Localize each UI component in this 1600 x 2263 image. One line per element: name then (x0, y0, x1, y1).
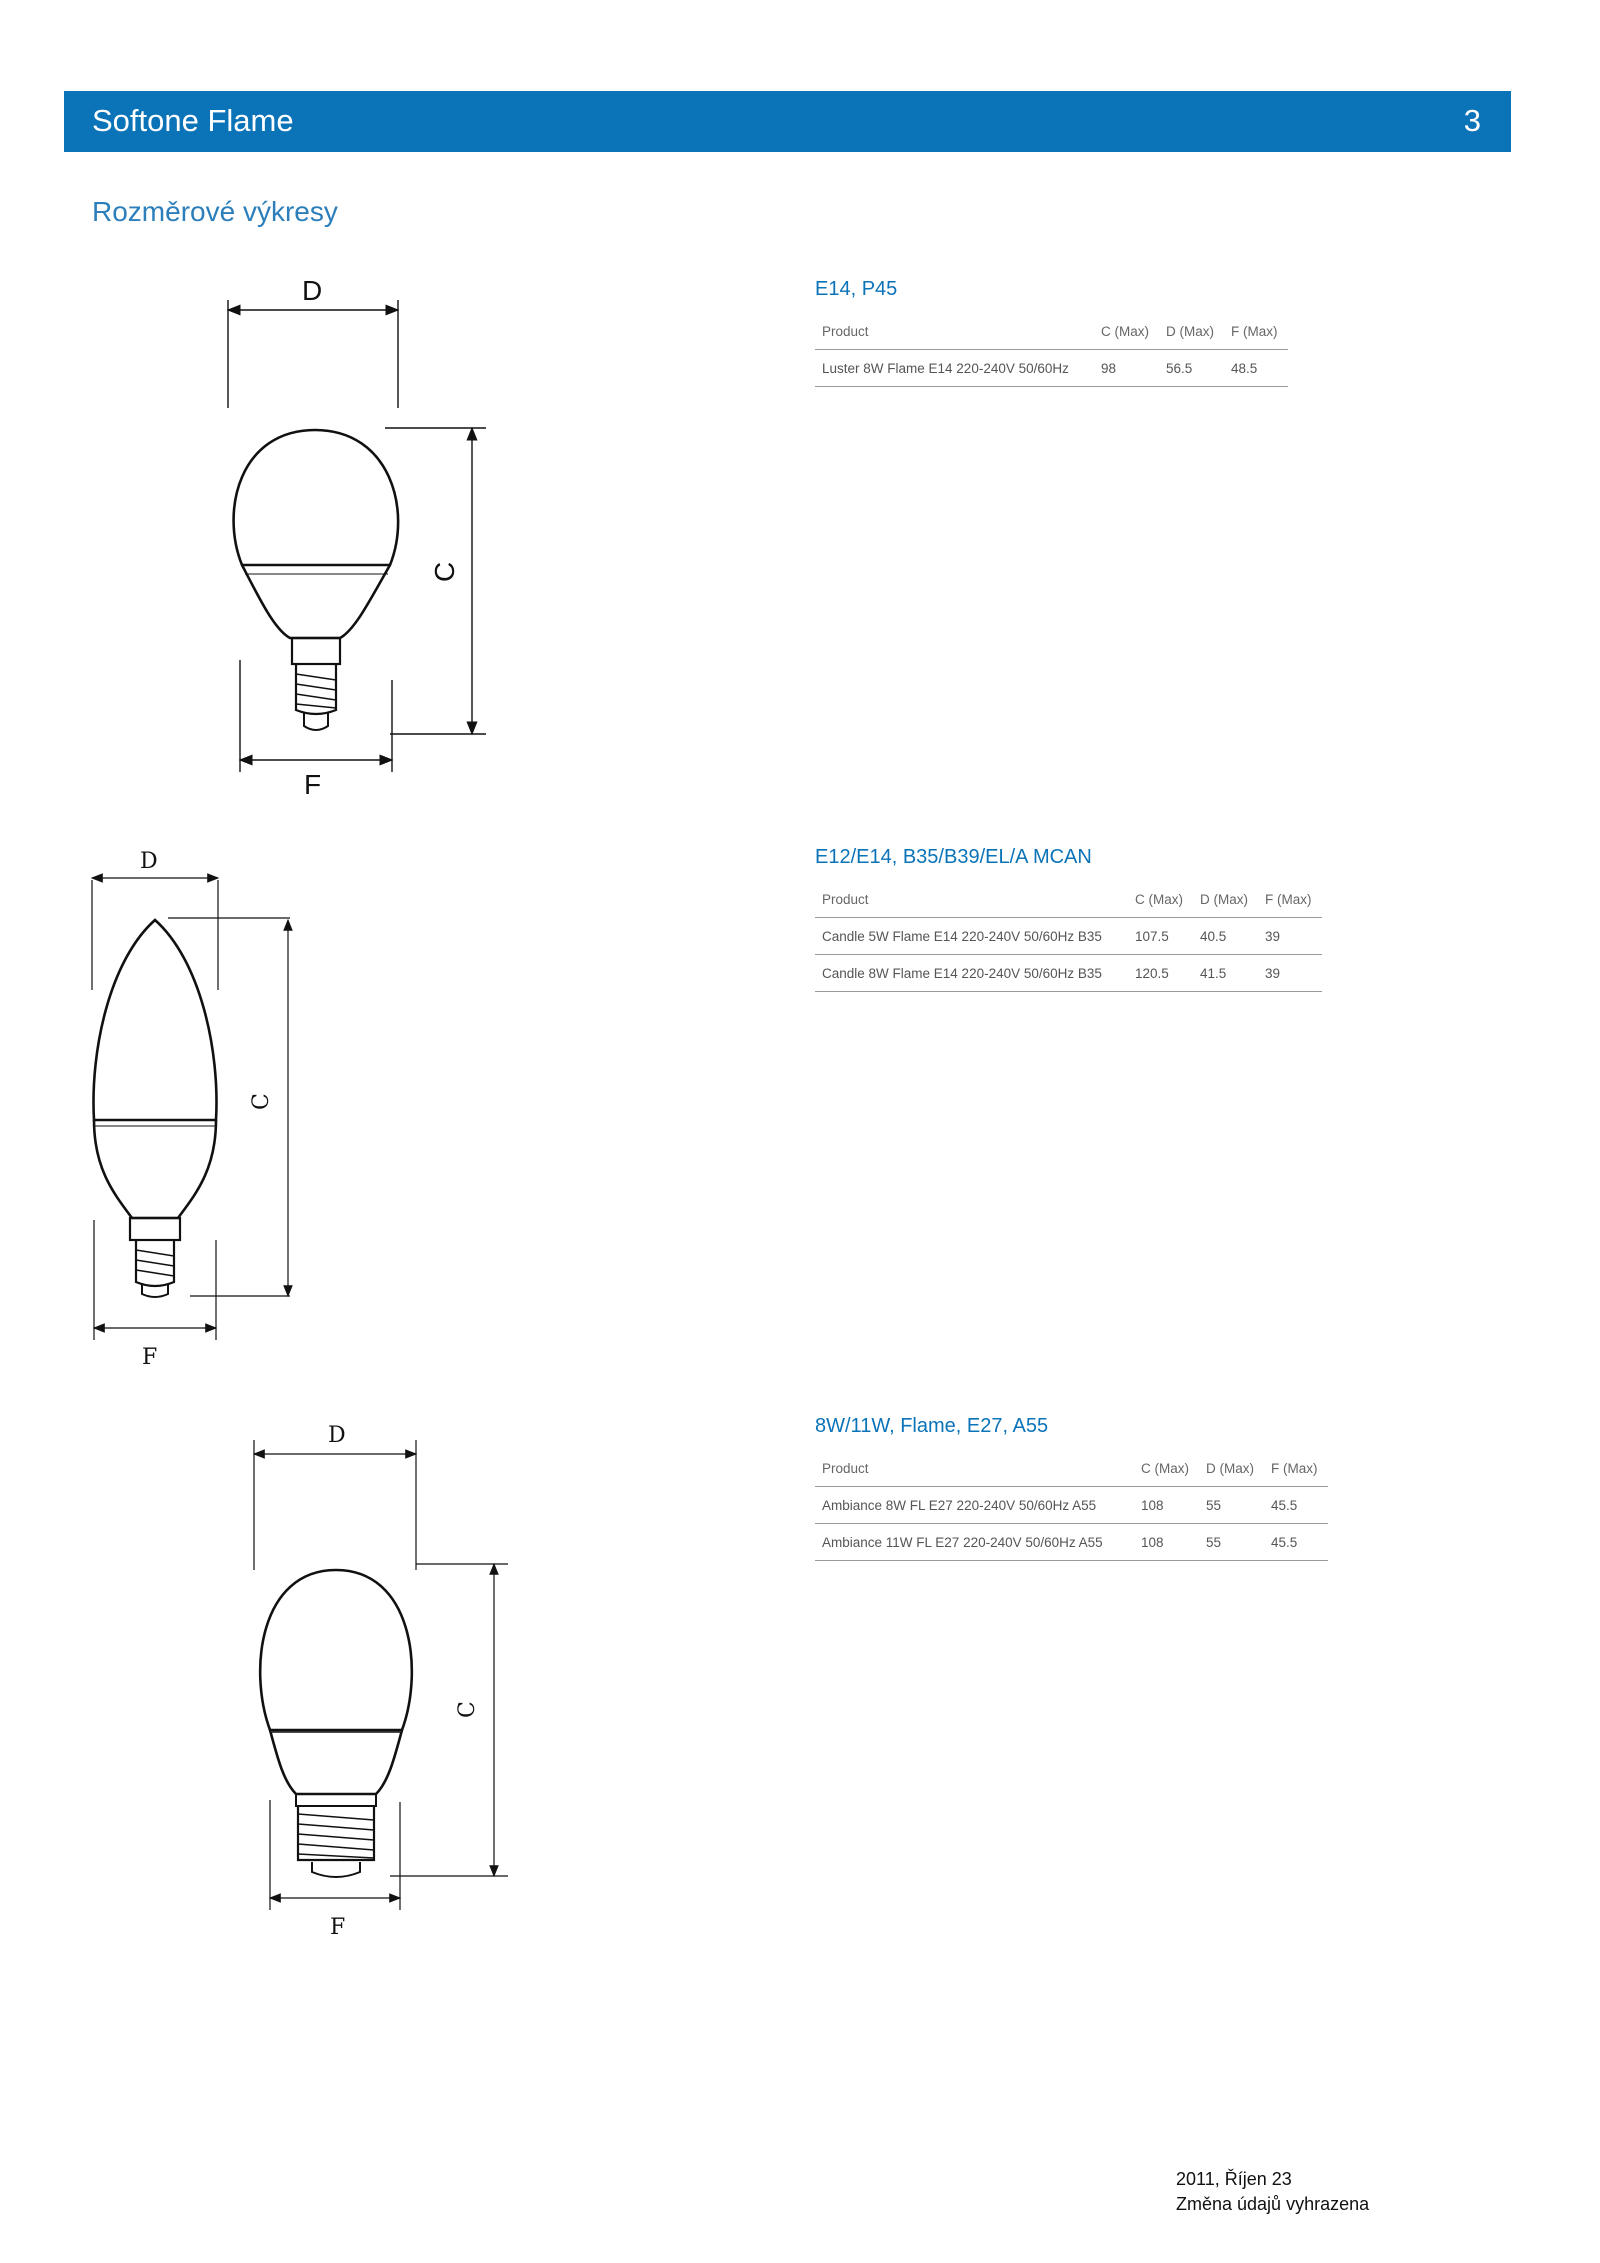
table-header-row (815, 1450, 1328, 1487)
dimension-label-c: C (455, 1701, 480, 1718)
table-cell: 120.5 (1128, 955, 1193, 992)
product-table-e14-p45 (815, 278, 1288, 387)
table-cell: Ambiance 11W FL E27 220-240V 50/60Hz A55 (815, 1524, 1134, 1561)
table-cell: 45.5 (1264, 1524, 1328, 1561)
product-table-a55 (815, 1415, 1328, 1561)
dimension-label-f: F (304, 769, 322, 800)
footer (1176, 2167, 1369, 2217)
table-cell: Candle 8W Flame E14 220-240V 50/60Hz B35 (815, 955, 1128, 992)
dimension-label-d: D (140, 849, 158, 874)
table-cell: 55 (1199, 1524, 1264, 1561)
column-header: F (Max) (1264, 1450, 1328, 1487)
table-cell: 40.5 (1193, 918, 1258, 955)
table-cell: 107.5 (1128, 918, 1193, 955)
column-header: C (Max) (1128, 881, 1193, 918)
column-header: D (Max) (1199, 1450, 1264, 1487)
table-row (815, 1524, 1328, 1561)
column-header: F (Max) (1258, 881, 1322, 918)
column-header: Product (815, 1450, 1134, 1487)
dimension-label-c: C (249, 1093, 274, 1110)
table-row (815, 350, 1288, 387)
table-row (815, 918, 1322, 955)
product-table-title: E12/E14, B35/B39/EL/A MCAN (815, 846, 1092, 868)
spec-table (815, 1450, 1328, 1561)
table-row (815, 1487, 1328, 1524)
table-cell: 108 (1134, 1487, 1199, 1524)
footer-note: Změna údajů vyhrazena (1176, 2194, 1370, 2214)
document-title: Softone Flame (92, 103, 294, 138)
table-row (815, 955, 1322, 992)
table-cell: 56.5 (1159, 350, 1224, 387)
table-cell: 39 (1258, 918, 1322, 955)
dimension-drawing-b35 (80, 840, 320, 1380)
table-cell: Luster 8W Flame E14 220-240V 50/60Hz (815, 350, 1094, 387)
table-header-row (815, 881, 1322, 918)
dimension-drawing-a55 (240, 1410, 540, 1950)
table-cell: 98 (1094, 350, 1159, 387)
column-header: C (Max) (1134, 1450, 1199, 1487)
column-header: D (Max) (1159, 313, 1224, 350)
table-cell: Ambiance 8W FL E27 220-240V 50/60Hz A55 (815, 1487, 1134, 1524)
dimension-drawing-p45 (200, 260, 520, 820)
product-table-title: E14, P45 (815, 278, 898, 300)
table-cell: 39 (1258, 955, 1322, 992)
header-bar (64, 91, 1511, 152)
product-table-b35 (815, 846, 1322, 992)
spec-table (815, 313, 1288, 387)
section-title: Rozměrové výkresy (92, 196, 338, 227)
table-cell: 45.5 (1264, 1487, 1328, 1524)
table-cell: 41.5 (1193, 955, 1258, 992)
column-header: C (Max) (1094, 313, 1159, 350)
column-header: Product (815, 881, 1128, 918)
dimension-label-c: C (429, 561, 460, 582)
footer-date: 2011, Říjen 23 (1176, 2169, 1292, 2189)
product-table-title: 8W/11W, Flame, E27, A55 (815, 1415, 1049, 1437)
table-cell: 55 (1199, 1487, 1264, 1524)
dimension-label-f: F (142, 1345, 158, 1370)
table-cell: 48.5 (1224, 350, 1288, 387)
dimension-label-d: D (302, 275, 323, 306)
column-header: D (Max) (1193, 881, 1258, 918)
spec-table (815, 881, 1322, 992)
page-number: 3 (1463, 103, 1481, 138)
column-header: Product (815, 313, 1094, 350)
dimension-label-f: F (330, 1915, 346, 1940)
column-header: F (Max) (1224, 313, 1288, 350)
table-cell: 108 (1134, 1524, 1199, 1561)
table-header-row (815, 313, 1288, 350)
table-cell: Candle 5W Flame E14 220-240V 50/60Hz B35 (815, 918, 1128, 955)
dimension-label-d: D (328, 1423, 346, 1448)
